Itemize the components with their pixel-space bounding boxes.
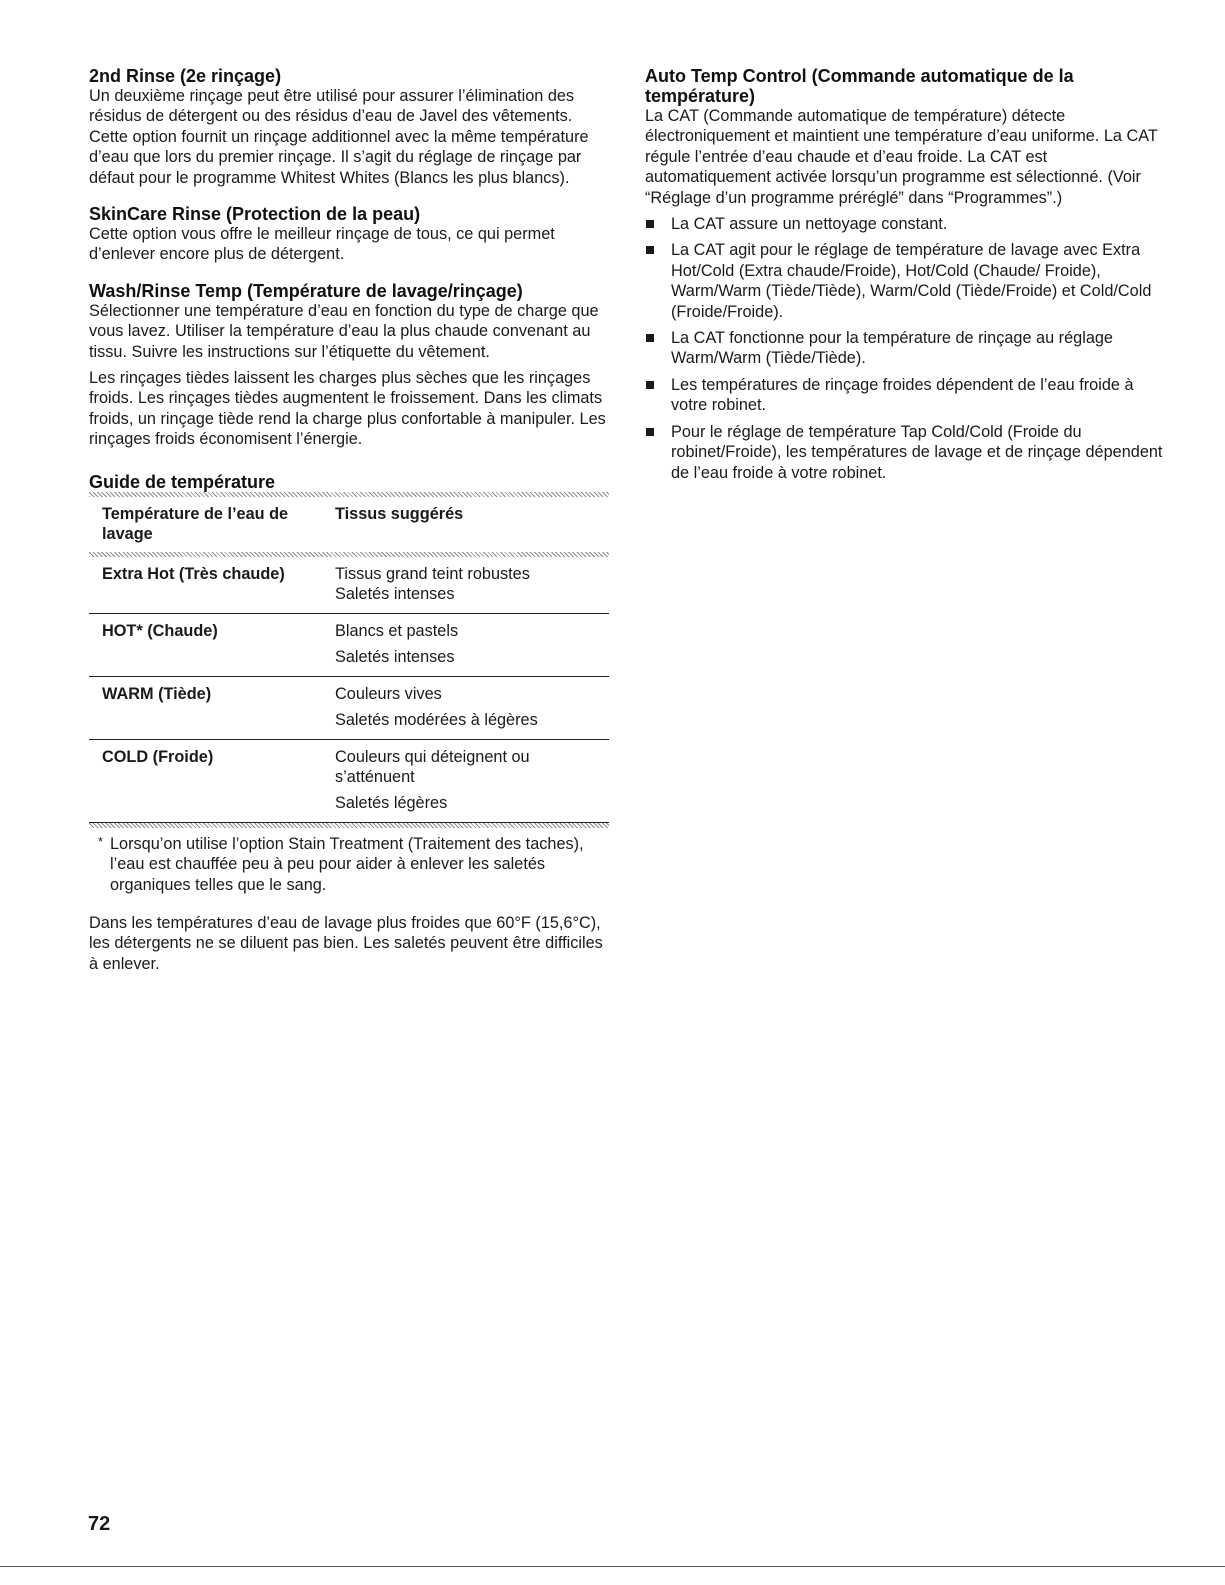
footnote-text: Lorsqu’on utilise l’option Stain Treatment (Traitement des taches), l’eau est chauffée peu à peu pour aider à enlever les saletés organiques telles que le sang.	[110, 834, 584, 894]
row-fabrics	[335, 621, 609, 667]
row-soil-line: Saletés modérées à légères	[335, 710, 538, 729]
row-temp-label: HOT* (Chaude)	[102, 621, 218, 640]
list-item	[645, 240, 1165, 322]
row-fabrics	[335, 684, 609, 730]
bullet-text: Pour le réglage de température Tap Cold/Cold (Froide du robinet/Froide), les températures de lavage et de rinçage dépendent de l’eau froide à votre robinet.	[671, 422, 1163, 482]
row-fabrics	[335, 747, 609, 813]
row-soil-line: Saletés légères	[335, 793, 448, 812]
table-row	[89, 557, 609, 614]
page-bottom-rule	[0, 1566, 1225, 1567]
row-temp-label: COLD (Froide)	[102, 747, 214, 766]
footnote-marker: *	[98, 833, 104, 849]
bullet-square-icon	[646, 220, 654, 228]
row-fabric-line: Couleurs vives	[335, 684, 442, 703]
bullet-square-icon	[646, 381, 654, 389]
guide-heading: Guide de température	[89, 471, 276, 492]
table-footnote	[89, 834, 611, 895]
page-number: 72	[88, 1513, 111, 1535]
row-soil-line: Saletés intenses	[335, 584, 455, 603]
row-temp-label: Extra Hot (Très chaude)	[102, 564, 285, 583]
list-item	[645, 375, 1165, 416]
closing-paragraph: Dans les températures d’eau de lavage plus froides que 60°F (15,6°C), les détergents ne se diluent pas bien. Les saletés peuvent être difficiles à enlever.	[89, 913, 603, 973]
table-header-row	[89, 497, 609, 552]
list-item	[645, 214, 1165, 234]
autotemp-heading: Auto Temp Control (Commande automatique de la température)	[645, 66, 1074, 106]
row-temp-label: WARM (Tiède)	[102, 684, 212, 703]
skincare-body: Cette option vous offre le meilleur rinçage de tous, ce qui permet d’enlever encore plus de détergent.	[89, 225, 555, 264]
header-fabrics: Tissus suggérés	[335, 504, 464, 523]
skincare-heading: SkinCare Rinse (Protection de la peau)	[89, 204, 421, 225]
autotemp-bullet-list	[645, 214, 1165, 483]
right-column	[645, 66, 1165, 489]
autotemp-body: La CAT (Commande automatique de température) détecte électroniquement et maintient une température d’eau uniforme. La CAT régule l’entrée d’eau chaude et d’eau froide. La CAT est automatiquement activée lorsqu’un programme est sélectionné. (Voir “Réglage d’un programme préréglé” dans “Programmes”.)	[645, 107, 1158, 207]
bullet-text: La CAT assure un nettoyage constant.	[671, 215, 948, 234]
washrinse-heading: Wash/Rinse Temp (Température de lavage/rinçage)	[89, 280, 523, 301]
washrinse-paragraph-2: Les rinçages tièdes laissent les charges plus sèches que les rinçages froids. Les rinçages tièdes augmentent le froissement. Dans les climats froids, un rinçage tiède rend la charge plus confortable à manipuler. Les rinçages froids économisent l’énergie.	[89, 369, 606, 449]
row-fabrics	[335, 564, 609, 604]
row-fabric-line: Blancs et pastels	[335, 621, 459, 640]
header-water-temp: Température de l’eau de lavage	[102, 504, 289, 543]
table-bottom-rule	[89, 823, 609, 828]
list-item	[645, 328, 1165, 369]
row-fabric-line: Couleurs qui déteignent ou s’atténuent	[335, 747, 530, 786]
rinse2-body: Un deuxième rinçage peut être utilisé pour assurer l’élimination des résidus de détergent ou des résidus d’eau de Javel des vêtements. Cette option fournit un rinçage additionnel avec la même température d’eau que lors du premier rinçage. Il s’agit du réglage de rinçage par défaut pour le programme Whitest Whites (Blancs les plus blancs).	[89, 87, 589, 187]
bullet-text: La CAT fonctionne pour la température de rinçage au réglage Warm/Warm (Tiède/Tiède).	[671, 329, 1113, 368]
row-soil-line: Saletés intenses	[335, 647, 455, 666]
table-row	[89, 614, 609, 677]
temperature-guide-table	[89, 492, 609, 828]
bullet-square-icon	[646, 246, 654, 254]
row-fabric-line: Tissus grand teint robustes	[335, 564, 530, 583]
table-row	[89, 677, 609, 740]
washrinse-paragraph-1: Sélectionner une température d’eau en fonction du type de charge que vous lavez. Utiliser la température d’eau la plus chaude convenant au tissu. Suivre les instructions sur l’étiquette du vêtement.	[89, 301, 599, 361]
left-column	[89, 66, 611, 974]
rinse2-heading: 2nd Rinse (2e rinçage)	[89, 66, 282, 86]
bullet-text: Les températures de rinçage froides dépendent de l’eau froide à votre robinet.	[671, 375, 1134, 415]
bullet-square-icon	[646, 428, 654, 436]
bullet-square-icon	[646, 334, 654, 342]
table-row	[89, 740, 609, 823]
bullet-text: La CAT agit pour le réglage de température de lavage avec Extra Hot/Cold (Extra chaude/Froide), Hot/Cold (Chaude/ Froide), Warm/Warm (Tiède/Tiède), Warm/Cold (Tiède/Froide) et Cold/Cold (Froide/Froide).	[671, 241, 1152, 321]
list-item	[645, 422, 1165, 483]
